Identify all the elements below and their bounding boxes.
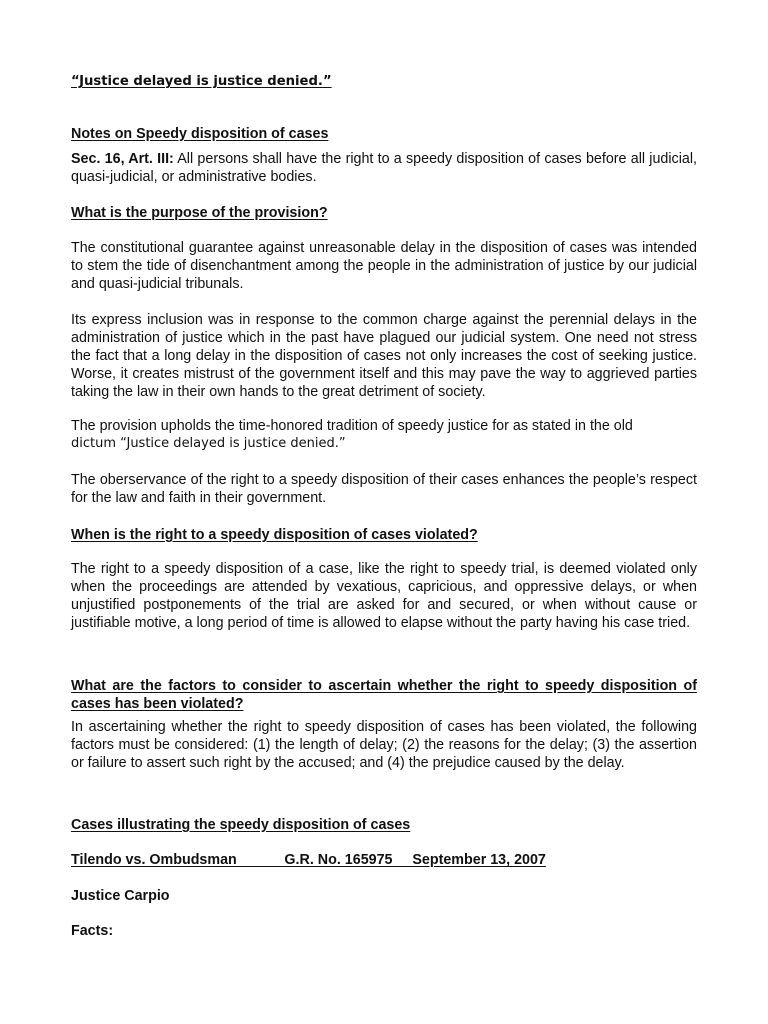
purpose-paragraph-3-line-1: The provision upholds the time-honored tradition of speedy justice for as stated in the old [71,418,633,434]
case-citation: Tilendo vs. Ombudsman G.R. No. 165975 September 13, 2007 [71,852,546,868]
dictum-quote: dictum “Justice delayed is justice denied.” [71,436,346,451]
quote-title: “Justice delayed is justice denied.” [71,74,332,89]
cases-heading: Cases illustrating the speedy disposition of cases [71,817,411,833]
factors-paragraph: In ascertaining whether the right to speedy disposition of cases has been violated, the following factors must be considered: (1) the length of delay; (2) the reasons for the delay; (3) the assertion or failure to assert such right by the accused; and (4) the prejudice caused by the delay. [71,719,697,771]
sec-label: Sec. 16, Art. III: [71,151,174,167]
purpose-paragraph-3 [71,417,697,453]
violated-heading: When is the right to a speedy disposition of cases violated? [71,527,478,543]
notes-heading: Notes on Speedy disposition of cases [71,126,329,142]
violated-paragraph: The right to a speedy disposition of a case, like the right to speedy trial, is deemed violated only when the proceedings are attended by vexatious, capricious, and oppressive delays, or when unjustified postponements of the trial are asked for and secured, or when without cause or justifiable motive, a long period of time is allowed to elapse without the party having his case tried. [71,561,697,631]
purpose-paragraph-4: The oberservance of the right to a speedy disposition of their cases enhances the people’s respect for the law and faith in their government. [71,472,697,506]
purpose-paragraph-2: Its express inclusion was in response to the common charge against the perennial delays in the administration of justice which in the past have plagued our judicial system. One need not stress the fact that a long delay in the disposition of cases not only increases the cost of seeking justice. Worse, it creates mistrust of the government itself and this may pave the way to aggrieved parties taking the law in their own hands to the great detriment of society. [71,312,697,400]
purpose-heading: What is the purpose of the provision? [71,205,328,221]
factors-heading: What are the factors to consider to ascertain whether the right to speedy disposition of cases has been violated? [71,678,697,712]
justice-name: Justice Carpio [71,888,170,904]
facts-label: Facts: [71,923,114,939]
sec-text: All persons shall have the right to a speedy disposition of cases before all judicial, quasi-judicial, or administrative bodies. [71,151,697,185]
purpose-paragraph-1: The constitutional guarantee against unreasonable delay in the disposition of cases was intended to stem the tide of disenchantment among the people in the administration of justice by our judicial and quasi-judicial tribunals. [71,240,697,292]
sec-16-paragraph [71,150,697,186]
